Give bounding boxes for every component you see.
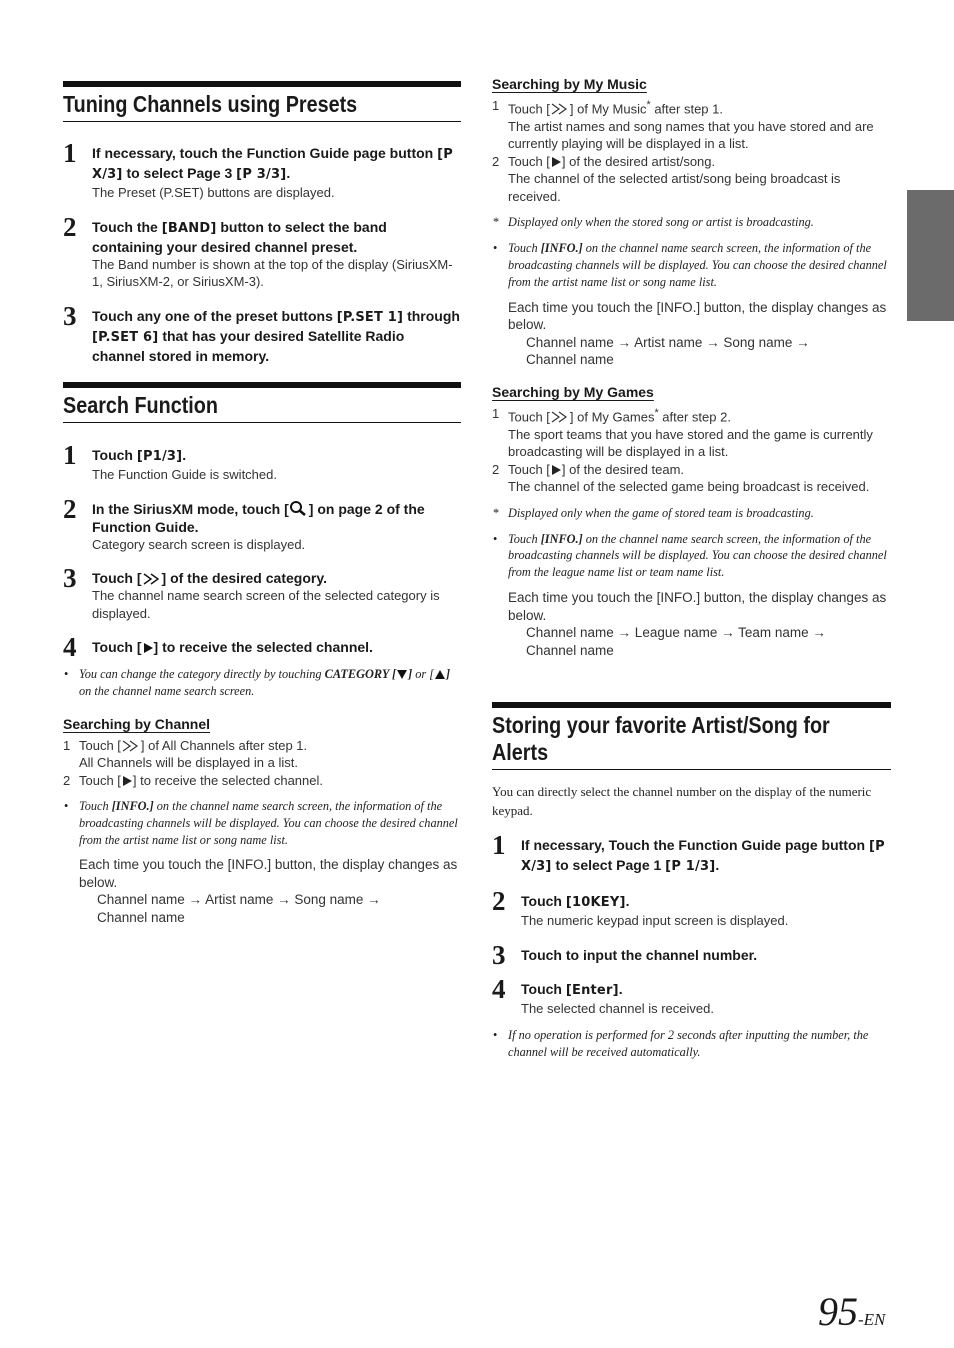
section-header xyxy=(63,382,461,423)
step-instruction: Touch to input the channel number. xyxy=(521,946,758,963)
display-flow: Channel name → Artist name → Song name → Channel name xyxy=(526,334,810,368)
step-number: 2 xyxy=(63,211,77,242)
step-instruction: In the SiriusXM mode, touch [ ] on page 2 of the Function Guide. xyxy=(92,500,425,535)
step-instruction: Touch [10KEY]. xyxy=(521,893,630,910)
step-number: 1 xyxy=(492,830,506,860)
step-instruction: Touch any one of the preset buttons [P.SET 1] through [P.SET 6] that has your desired Satellite Radio channel stored in memory. xyxy=(92,307,460,364)
step-number: 3 xyxy=(63,300,77,331)
footnote: * Displayed only when the stored song or artist is broadcasting. xyxy=(493,215,814,230)
key-label: [Enter] xyxy=(565,982,619,998)
storing-section xyxy=(492,702,891,1061)
step-1 xyxy=(63,440,461,484)
step-description: The channel name search screen of the selected category is displayed. xyxy=(92,588,440,621)
step-description: The selected channel is received. xyxy=(521,1000,714,1016)
step-3 xyxy=(63,563,461,622)
key-label: [P X/3] xyxy=(92,147,453,182)
step-description: The Function Guide is switched. xyxy=(92,467,277,482)
footnote: * Displayed only when the game of stored team is broadcasting. xyxy=(493,505,814,520)
section-title: Tuning Channels using Presets xyxy=(63,91,358,117)
key-label: [P 1/3] xyxy=(665,859,716,874)
step-3 xyxy=(492,939,891,970)
display-flow: Channel name → Artist name → Song name → Channel name xyxy=(97,892,381,925)
step-instruction: Touch [ ] to receive the selected channel. xyxy=(92,639,373,655)
step-instruction: If necessary, touch the Function Guide page button [P X/3] to select Page 3 [P 3/3]. xyxy=(92,145,453,182)
down-triangle-icon xyxy=(396,669,408,680)
step-number: 4 xyxy=(63,632,77,662)
info-paragraph: Each time you touch the [INFO.] button, the display changes as below. xyxy=(508,590,887,623)
page-number: 95-EN xyxy=(818,1289,886,1334)
step-2 xyxy=(63,211,461,291)
list-item: 2 Touch [ ] of the desired team. The channel of the selected game being broadcast is received. xyxy=(492,461,870,495)
step-instruction: Touch [Enter]. xyxy=(521,980,623,998)
step-3 xyxy=(63,300,461,365)
subsection-heading: Searching by Channel xyxy=(63,715,211,732)
step-2 xyxy=(63,493,461,554)
display-flow: Channel name → League name → Team name → Channel name xyxy=(526,625,826,658)
key-label: [P.SET 1] xyxy=(336,309,404,325)
play-icon xyxy=(121,775,133,787)
info-paragraph: Each time you touch the [INFO.] button, the display changes as below. xyxy=(79,857,458,890)
step-instruction: Touch [P1/3]. xyxy=(92,447,187,464)
note: • Touch [INFO.] on the channel name search screen, the information of the broadcasting channels will be displayed. You can choose the desired channel from the artist name list or song name list. xyxy=(493,241,887,289)
step-number: 3 xyxy=(492,939,506,970)
my-music-section xyxy=(492,75,891,369)
list-item: 2 Touch [ ] to receive the selected channel. xyxy=(63,772,323,788)
note: • You can change the category directly by touching CATEGORY [ ] or [ ] on the channel name search screen. xyxy=(64,667,451,698)
my-music-list xyxy=(492,97,891,205)
key-label: [BAND] xyxy=(161,220,217,236)
play-icon xyxy=(550,156,562,168)
section-header xyxy=(63,81,461,122)
double-chevron-icon xyxy=(550,103,570,115)
step-4 xyxy=(63,632,461,662)
step-number: 1 xyxy=(63,440,77,470)
list-item: 2 Touch [ ] of the desired artist/song. The channel of the selected artist/song being broadcast is received. xyxy=(492,153,841,204)
step-number: 1 xyxy=(63,138,77,168)
subsection-heading: Searching by My Games xyxy=(492,384,654,400)
play-icon xyxy=(142,642,154,654)
double-chevron-icon xyxy=(142,573,162,585)
my-games-list xyxy=(492,405,891,496)
step-number: 2 xyxy=(492,886,506,916)
key-label: [P1/3] xyxy=(136,449,183,464)
step-instruction: Touch [ ] of the desired category. xyxy=(92,570,327,586)
step-instruction: Touch the [BAND] button to select the band containing your desired channel preset. xyxy=(92,218,387,255)
chapter-side-tab xyxy=(907,190,954,321)
step-4 xyxy=(492,973,891,1018)
step-description: The numeric keypad input screen is displayed. xyxy=(521,913,789,928)
section-title: Search Function xyxy=(63,392,218,418)
search-section xyxy=(63,382,461,926)
key-label: [10KEY] xyxy=(565,895,626,910)
my-games-section xyxy=(492,383,891,659)
magnifier-icon xyxy=(289,500,309,516)
list-item: 1 Touch [ ] of My Games* after step 2. The sport teams that you have stored and the game is currently broadcasting will be displayed in a list. xyxy=(492,406,873,460)
key-label: [P 3/3] xyxy=(236,167,287,182)
step-number: 4 xyxy=(492,973,506,1004)
section-header xyxy=(492,702,891,770)
note: • Touch [INFO.] on the channel name search screen, the information of the broadcasting channels will be displayed. You can choose the desired channel from the artist name list or song name list. xyxy=(64,799,458,847)
tuning-section xyxy=(63,81,461,365)
list-item: 1 Touch [ ] of My Music* after step 1. The artist names and song names that you have stored and are currently playing will be displayed in a list. xyxy=(492,98,874,152)
double-chevron-icon xyxy=(550,411,570,423)
up-triangle-icon xyxy=(434,669,446,680)
intro-paragraph: You can directly select the channel number on the display of the numeric keypad. xyxy=(492,784,872,818)
step-2 xyxy=(492,886,891,930)
info-paragraph: Each time you touch the [INFO.] button, the display changes as below. xyxy=(508,299,887,333)
note: • Touch [INFO.] on the channel name search screen, the information of the broadcasting channels will be displayed. You can choose the desired channel from the league name list or team name list. xyxy=(493,531,887,580)
note: • If no operation is performed for 2 seconds after inputting the number, the channel will be received automatically. xyxy=(493,1028,869,1059)
step-description: The Band number is shown at the top of the display (SiriusXM-1, SiriusXM-2, or SiriusXM-3). xyxy=(92,256,453,289)
channel-list xyxy=(63,737,461,790)
step-1 xyxy=(492,830,891,876)
key-label: [P.SET 6] xyxy=(92,329,159,345)
step-instruction: If necessary, Touch the Function Guide page button [P X/3] to select Page 1 [P 1/3]. xyxy=(521,837,885,874)
step-number: 3 xyxy=(63,563,77,593)
play-icon xyxy=(550,464,562,476)
subsection-heading: Searching by My Music xyxy=(492,76,647,92)
section-title: Storing your favorite Artist/Song for Alerts xyxy=(492,712,830,765)
step-1 xyxy=(63,138,461,202)
step-description: Category search screen is displayed. xyxy=(92,536,306,552)
list-item: 1 Touch [ ] of All Channels after step 1. All Channels will be displayed in a list. xyxy=(63,737,308,771)
key-label: [P X/3] xyxy=(521,839,885,874)
step-description: The Preset (P.SET) buttons are displayed. xyxy=(92,185,335,200)
double-chevron-icon xyxy=(121,740,141,752)
step-number: 2 xyxy=(63,493,77,524)
